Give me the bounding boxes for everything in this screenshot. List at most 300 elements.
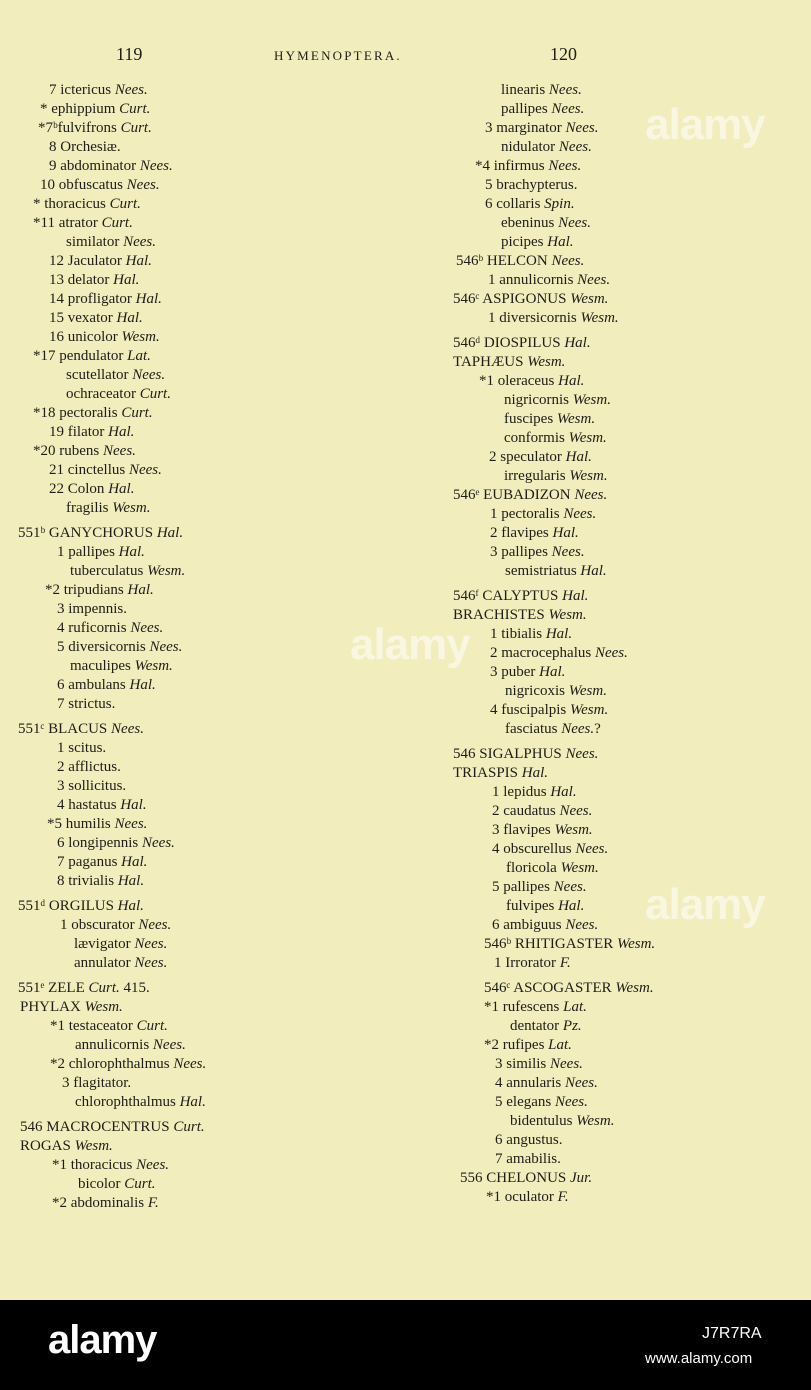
list-item: [436, 935, 766, 954]
taxon-name: *4 infirmus: [475, 158, 549, 174]
taxon-author: Wesm.: [121, 329, 160, 345]
taxon-name: picipes: [501, 234, 548, 250]
taxon-author: Hal.: [127, 582, 154, 598]
taxon-author: Wesm.: [568, 683, 607, 699]
list-item: [436, 214, 766, 233]
taxon-name: 3 sollicitus.: [57, 778, 127, 794]
list-item: [0, 366, 330, 385]
taxon-author: Nees.: [563, 506, 597, 522]
taxon-author: Nees.: [138, 917, 172, 933]
list-item: [436, 524, 766, 543]
list-item: [436, 1036, 766, 1055]
list-item: [0, 423, 330, 442]
list-item: [0, 233, 330, 252]
taxon-author: Curt.: [124, 1176, 156, 1192]
taxon-name: 6 longipennis: [57, 835, 142, 851]
list-item: [436, 720, 766, 739]
list-item: [0, 290, 330, 309]
taxon-author: Nees.: [559, 803, 593, 819]
list-item: [0, 998, 330, 1017]
list-item: [436, 410, 766, 429]
taxon-author: Nees.: [561, 721, 595, 737]
taxon-author: Nees.: [594, 645, 628, 661]
list-item: [436, 1074, 766, 1093]
right-column-species-list: [436, 81, 766, 1207]
taxon-author: Hal.: [125, 253, 152, 269]
taxon-name: 6 angustus.: [495, 1132, 563, 1148]
watermark-overlay: alamy: [350, 620, 470, 669]
taxon-name: 546 SIGALPHUS: [453, 746, 566, 762]
list-item: [0, 1093, 330, 1112]
list-item: [436, 859, 766, 878]
taxon-name: 6 ambiguus: [492, 917, 566, 933]
list-item: [0, 195, 330, 214]
taxon-author: Wesm.: [527, 354, 566, 370]
list-item: [436, 233, 766, 252]
taxon-name: 3 puber: [490, 664, 540, 680]
taxon-name: bidentulus: [510, 1113, 577, 1129]
list-item: [436, 334, 766, 353]
taxon-author: Nees.: [134, 955, 168, 971]
list-item: [0, 638, 330, 657]
list-item: [0, 176, 330, 195]
list-item: [436, 1188, 766, 1207]
taxon-author: Wesm.: [568, 430, 607, 446]
taxon-name: chlorophthalmus: [75, 1094, 180, 1110]
list-item: [436, 1131, 766, 1150]
list-item: [0, 739, 330, 758]
list-item: [436, 562, 766, 581]
taxon-name: nigricornis: [504, 392, 573, 408]
list-item: [436, 1055, 766, 1074]
list-item: [436, 1150, 766, 1169]
watermark-overlay: alamy: [645, 880, 765, 929]
taxon-author: Curt.: [88, 980, 120, 996]
taxon-note: 415.: [119, 980, 150, 996]
taxon-author: Hal.: [129, 677, 156, 693]
taxon-author: Nees.: [114, 816, 148, 832]
taxon-author: Wesm.: [84, 999, 123, 1015]
taxon-name: *1 thoracicus: [52, 1157, 137, 1173]
list-item: [0, 404, 330, 423]
list-item: [0, 480, 330, 499]
taxon-name: 551ᶜ BLACUS: [18, 721, 112, 737]
taxon-name: scutellator: [66, 367, 133, 383]
taxon-name: 3 marginator: [485, 120, 566, 136]
taxon-author: Hal.: [545, 626, 573, 642]
taxon-author: Nees.: [564, 1075, 598, 1091]
taxon-name: *2 rufipes: [484, 1037, 549, 1053]
taxon-author: Curt.: [109, 196, 141, 212]
taxon-author: Nees.: [577, 272, 611, 288]
list-item: [0, 385, 330, 404]
taxon-name: lævigator: [74, 936, 135, 952]
taxon-author: Curt.: [139, 386, 171, 402]
list-item: [0, 796, 330, 815]
taxon-name: 21 cinctellus: [49, 462, 129, 478]
taxon-name: 22 Colon: [49, 481, 109, 497]
taxon-name: 3 flavipes: [492, 822, 555, 838]
list-item: [436, 81, 766, 100]
list-item: [0, 720, 330, 739]
taxon-author: Nees.: [142, 835, 175, 851]
taxon-author: Nees.: [134, 936, 168, 952]
taxon-author: Wesm.: [147, 563, 186, 579]
list-item: [0, 600, 330, 619]
taxon-name: 16 unicolor: [49, 329, 122, 345]
list-item: [436, 802, 766, 821]
list-item: [0, 1194, 330, 1213]
list-item: [436, 644, 766, 663]
taxon-author: Wesm.: [570, 702, 609, 718]
taxon-name: *1 rufescens: [484, 999, 564, 1015]
list-item: [0, 157, 330, 176]
taxon-author: Wesm.: [572, 392, 611, 408]
list-item: [0, 81, 330, 100]
list-item: [0, 252, 330, 271]
taxon-name: *1 oleraceus: [479, 373, 559, 389]
taxon-author: Nees.: [558, 215, 591, 231]
taxon-name: 5 brachypterus.: [485, 177, 578, 193]
taxon-name: 8 trivialis: [57, 873, 118, 889]
taxon-author: Wesm.: [548, 607, 587, 623]
taxon-author: Hal.: [564, 335, 591, 351]
taxon-name: 7 strictus.: [57, 696, 116, 712]
list-item: [0, 1074, 330, 1093]
taxon-author: Hal.: [156, 525, 184, 541]
taxon-name: irregularis: [504, 468, 570, 484]
taxon-author: Wesm.: [570, 291, 609, 307]
list-item: [0, 777, 330, 796]
taxon-author: Nees.: [554, 1094, 588, 1110]
taxon-author: Hal.: [521, 765, 549, 781]
list-item: [436, 606, 766, 625]
taxon-author: Jur.: [570, 1170, 593, 1186]
list-item: [436, 486, 766, 505]
taxon-name: 9 abdominator: [49, 158, 140, 174]
taxon-name: bicolor: [78, 1176, 125, 1192]
taxon-name: 12 Jaculator: [49, 253, 126, 269]
list-item: [0, 872, 330, 891]
taxon-author: Hal.: [108, 424, 135, 440]
list-item: [0, 442, 330, 461]
taxon-author: F.: [559, 955, 571, 971]
taxon-author: Hal.: [108, 481, 135, 497]
taxon-name: *11 atrator: [33, 215, 102, 231]
list-item: [0, 916, 330, 935]
taxon-name: 2 flavipes: [490, 525, 553, 541]
taxon-author: Pz.: [562, 1018, 582, 1034]
taxon-author: Nees.: [123, 234, 156, 250]
taxon-author: Spin.: [544, 196, 575, 212]
list-item: [0, 543, 330, 562]
taxon-author: Wesm.: [554, 822, 593, 838]
list-item: [436, 429, 766, 448]
taxon-author: Hal.: [179, 1094, 206, 1110]
taxon-author: Hal.: [550, 784, 577, 800]
taxon-name: BRACHISTES: [453, 607, 549, 623]
taxon-name: * thoracicus: [33, 196, 110, 212]
list-item: [436, 195, 766, 214]
list-item: [0, 897, 330, 916]
taxon-name: conformis: [504, 430, 569, 446]
taxon-name: 551ᵇ GANYCHORUS: [18, 525, 157, 541]
taxon-name: *1 oculator: [486, 1189, 558, 1205]
taxon-name: *20 rubens: [33, 443, 103, 459]
list-item: [436, 840, 766, 859]
taxon-author: Hal.: [539, 664, 566, 680]
taxon-author: Nees.: [132, 367, 166, 383]
taxon-author: Nees.: [149, 639, 183, 655]
taxon-name: 556 CHELONUS: [460, 1170, 571, 1186]
taxon-name: *1 testaceator: [50, 1018, 137, 1034]
taxon-author: Wesm.: [615, 980, 654, 996]
taxon-name: 1 scitus.: [57, 740, 107, 756]
taxon-name: fasciatus: [505, 721, 562, 737]
list-item: [0, 695, 330, 714]
taxon-name: 1 pallipes: [57, 544, 119, 560]
taxon-author: Curt.: [121, 405, 153, 421]
taxon-author: Hal.: [116, 310, 143, 326]
taxon-author: Wesm.: [74, 1138, 113, 1154]
list-item: [436, 1017, 766, 1036]
list-item: [0, 834, 330, 853]
right-page-number: 120: [550, 44, 577, 64]
list-item: [436, 391, 766, 410]
taxon-author: Nees.: [551, 101, 585, 117]
taxon-name: TRIASPIS: [453, 765, 522, 781]
list-item: [436, 505, 766, 524]
taxon-name: 2 macrocephalus: [490, 645, 595, 661]
taxon-name: *2 abdominalis: [52, 1195, 148, 1211]
taxon-name: 13 delator: [49, 272, 114, 288]
taxon-name: *5 humilis: [47, 816, 115, 832]
taxon-name: 1 lepidus: [492, 784, 551, 800]
list-item: [0, 676, 330, 695]
taxon-author: Hal.: [565, 449, 592, 465]
taxon-author: Nees.: [548, 82, 582, 98]
taxon-name: 4 annularis: [495, 1075, 565, 1091]
taxon-name: 8 Orchesiæ.: [49, 139, 121, 155]
taxon-name: 3 pallipes: [490, 544, 552, 560]
site-url: www.alamy.com: [645, 1350, 753, 1367]
list-item: [0, 979, 330, 998]
taxon-name: nidulator: [501, 139, 559, 155]
list-item: [436, 467, 766, 486]
taxon-author: Hal.: [117, 898, 144, 914]
taxon-name: *2 tripudians: [45, 582, 128, 598]
taxon-author: Wesm.: [569, 468, 608, 484]
taxon-name: 1 Irrorator: [494, 955, 560, 971]
list-item: [0, 328, 330, 347]
list-item: [0, 309, 330, 328]
taxon-author: Wesm.: [560, 860, 599, 876]
list-item: [436, 1112, 766, 1131]
taxon-author: Nees.: [114, 82, 148, 98]
taxon-author: Nees.: [548, 158, 582, 174]
list-item: [436, 1093, 766, 1112]
list-item: [0, 1156, 330, 1175]
taxon-author: Nees.: [111, 721, 144, 737]
taxon-author: Curt.: [101, 215, 133, 231]
taxon-author: Nees.: [128, 462, 162, 478]
taxon-name: PHYLAX: [20, 999, 85, 1015]
taxon-author: Curt.: [119, 101, 151, 117]
taxon-author: Nees.: [551, 253, 585, 269]
taxon-name: 5 diversicornis: [57, 639, 150, 655]
taxon-name: 546ᶠ CALYPTUS: [453, 588, 563, 604]
taxon-author: Hal.: [558, 898, 585, 914]
list-item: [436, 543, 766, 562]
list-item: [0, 461, 330, 480]
taxon-name: fulvipes: [506, 898, 559, 914]
list-item: [436, 701, 766, 720]
list-item: [436, 745, 766, 764]
taxon-name: similator: [66, 234, 124, 250]
taxon-author: Wesm.: [134, 658, 173, 674]
taxon-name: 1 diversicornis: [488, 310, 581, 326]
taxon-author: Nees.: [130, 620, 164, 636]
taxon-author: Hal.: [120, 797, 147, 813]
list-item: [0, 815, 330, 834]
taxon-name: 19 filator: [49, 424, 109, 440]
taxon-name: 5 elegans: [495, 1094, 555, 1110]
list-item: [0, 1175, 330, 1194]
taxon-name: 7 ictericus: [49, 82, 115, 98]
list-item: [0, 619, 330, 638]
list-item: [0, 499, 330, 518]
running-head-title: HYMENOPTERA.: [274, 48, 402, 63]
taxon-name: 1 obscurator: [60, 917, 139, 933]
taxon-name: 4 ruficornis: [57, 620, 131, 636]
taxon-author: Nees.: [574, 487, 608, 503]
taxon-author: Nees.: [565, 917, 599, 933]
taxon-author: Nees.: [152, 1037, 186, 1053]
taxon-note: ?: [594, 721, 601, 737]
taxon-name: floricola: [506, 860, 561, 876]
taxon-name: 4 obscurellus: [492, 841, 576, 857]
taxon-name: 3 similis: [495, 1056, 551, 1072]
taxon-author: Nees.: [575, 841, 609, 857]
list-item: [0, 1055, 330, 1074]
taxon-author: Wesm.: [576, 1113, 615, 1129]
list-item: [436, 663, 766, 682]
taxon-author: Nees.: [565, 746, 599, 762]
brand-logo: alamy: [48, 1318, 157, 1362]
list-item: [0, 954, 330, 973]
taxon-author: Wesm.: [112, 500, 151, 516]
list-item: [436, 372, 766, 391]
taxon-author: Nees.: [126, 177, 160, 193]
list-item: [0, 524, 330, 543]
taxon-author: Curt.: [120, 120, 152, 136]
taxon-name: 4 hastatus: [57, 797, 121, 813]
list-item: [0, 562, 330, 581]
taxon-author: Hal.: [547, 234, 574, 250]
taxon-author: Hal.: [113, 272, 140, 288]
taxon-name: 4 fuscipalpis: [490, 702, 570, 718]
list-item: [436, 353, 766, 372]
list-item: [436, 764, 766, 783]
taxon-name: 546ᶜ ASPIGONUS: [453, 291, 571, 307]
list-item: [436, 290, 766, 309]
list-item: [0, 1137, 330, 1156]
list-item: [436, 821, 766, 840]
taxon-name: annulator: [74, 955, 135, 971]
taxon-author: Curt.: [136, 1018, 168, 1034]
taxon-name: tuberculatus: [70, 563, 148, 579]
taxon-name: 3 impennis.: [57, 601, 127, 617]
taxon-name: 546ᵇ HELCON: [456, 253, 552, 269]
list-item: [436, 252, 766, 271]
left-column-species-list: [0, 81, 330, 1213]
taxon-name: ochraceator: [66, 386, 140, 402]
list-item: [0, 581, 330, 600]
list-item: [436, 1169, 766, 1188]
left-page-number: 119: [116, 44, 143, 64]
taxon-name: 2 speculator: [489, 449, 566, 465]
taxon-name: semistriatus: [505, 563, 581, 579]
list-item: [0, 935, 330, 954]
list-item: [0, 214, 330, 233]
taxon-name: 1 tibialis: [490, 626, 546, 642]
taxon-name: 7 paganus: [57, 854, 122, 870]
list-item: [436, 157, 766, 176]
taxon-author: Hal.: [135, 291, 162, 307]
taxon-author: Hal.: [558, 373, 585, 389]
watermark-overlay: alamy: [645, 100, 765, 149]
taxon-author: Nees.: [136, 1157, 170, 1173]
taxon-author: F.: [147, 1195, 159, 1211]
taxon-name: 1 pectoralis: [490, 506, 564, 522]
taxon-name: 10 obfuscatus: [40, 177, 127, 193]
list-item: [0, 138, 330, 157]
list-item: [436, 998, 766, 1017]
taxon-name: maculipes: [70, 658, 135, 674]
taxon-author: Hal.: [562, 588, 589, 604]
list-item: [436, 448, 766, 467]
taxon-name: pallipes: [501, 101, 552, 117]
image-id: J7R7RA: [702, 1325, 762, 1342]
list-item: [0, 1118, 330, 1137]
taxon-name: *2 chlorophthalmus: [50, 1056, 174, 1072]
taxon-author: Wesm.: [580, 310, 619, 326]
taxon-name: 546ᵈ DIOSPILUS: [453, 335, 565, 351]
list-item: [436, 176, 766, 195]
taxon-author: Nees.: [550, 1056, 583, 1072]
taxon-author: Nees.: [565, 120, 599, 136]
taxon-name: 551ᵉ ZELE: [18, 980, 89, 996]
list-item: [0, 100, 330, 119]
taxon-name: 546 MACROCENTRUS: [20, 1119, 174, 1135]
list-item: [436, 625, 766, 644]
taxon-author: Hal.: [121, 854, 148, 870]
taxon-author: Nees.: [173, 1056, 207, 1072]
list-item: [0, 1036, 330, 1055]
taxon-author: Hal.: [117, 873, 145, 889]
taxon-name: 3 flagitator.: [62, 1075, 132, 1091]
taxon-name: 2 afflictus.: [57, 759, 121, 775]
taxon-name: 2 caudatus: [492, 803, 560, 819]
taxon-author: Nees.: [553, 879, 587, 895]
taxon-author: Curt.: [173, 1119, 205, 1135]
list-item: [0, 657, 330, 676]
taxon-name: nigricoxis: [505, 683, 569, 699]
list-item: [436, 309, 766, 328]
list-item: [436, 271, 766, 290]
taxon-name: dentator: [510, 1018, 563, 1034]
taxon-author: Hal.: [580, 563, 607, 579]
